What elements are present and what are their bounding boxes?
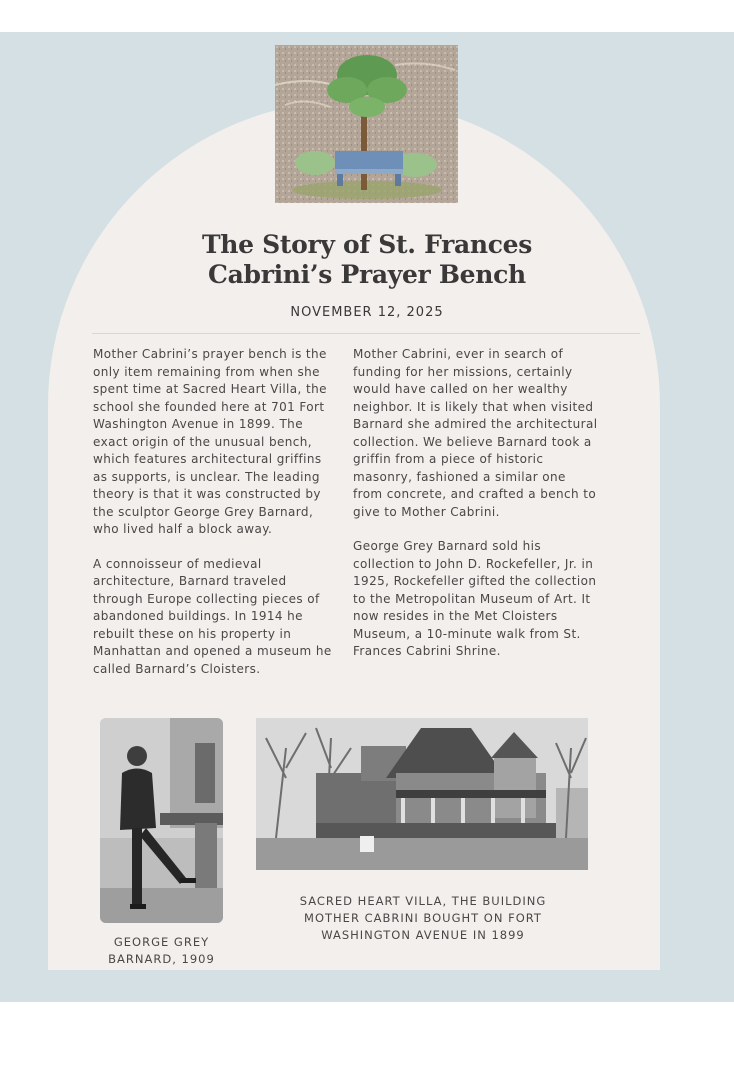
article-title-line-2: Cabrini’s Prayer Bench [208,260,526,289]
villa-caption: SACRED HEART VILLA, THE BUILDING MOTHER CABRINI BOUGHT ON FORT WASHINGTON AVENUE IN 1899 [299,894,547,942]
article-title [150,230,584,290]
paragraph: Mother Cabrini, ever in search of funding for her missions, certainly would have called on her wealthy neighbor. It is likely that when visited Barnard she admired the architectural collection. We believe Barnard took a griffin from a piece of historic masonry, fashioned a similar one from concrete, and crafted a bench to give to Mother Cabrini. [353,347,598,519]
article-date: NOVEMBER 12, 2025 [290,305,444,320]
sacred-heart-villa-photo [256,718,588,870]
paragraph: A connoisseur of medieval architecture, Barnard traveled through Europe collecting pieces of abandoned buildings. In 1914 he rebuilt these on his property in Manhattan and opened a museum he called Barnard’s Cloisters. [93,556,332,676]
paragraph: George Grey Barnard sold his collection to John D. Rockefeller, Jr. in 1925, Rockefeller gifted the collection to the Metropolitan Museum of Art. It now resides in the Met Cloisters Museum, a 10-minute walk from St. Frances Cabrini Shrine. [353,539,597,658]
hero-mosaic-image [275,45,458,203]
text-column-right [353,346,599,678]
paragraph: Mother Cabrini’s prayer bench is the only item remaining from when she spent time at Sacred Heart Villa, the school she founded here at 701 Fort Washington Avenue in 1899. The exact origin of the unusual bench, which features architectural griffins as supports, is unclear. The leading theory is that it was constructed by the sculptor George Grey Barnard, who lived half a block away. [93,347,327,536]
divider [92,333,640,334]
text-column-left [93,346,339,695]
barnard-caption: GEORGE GREY BARNARD, 1909 [108,935,215,966]
barnard-portrait-photo [100,718,223,923]
article-title-line-1: The Story of St. Frances [201,230,533,259]
